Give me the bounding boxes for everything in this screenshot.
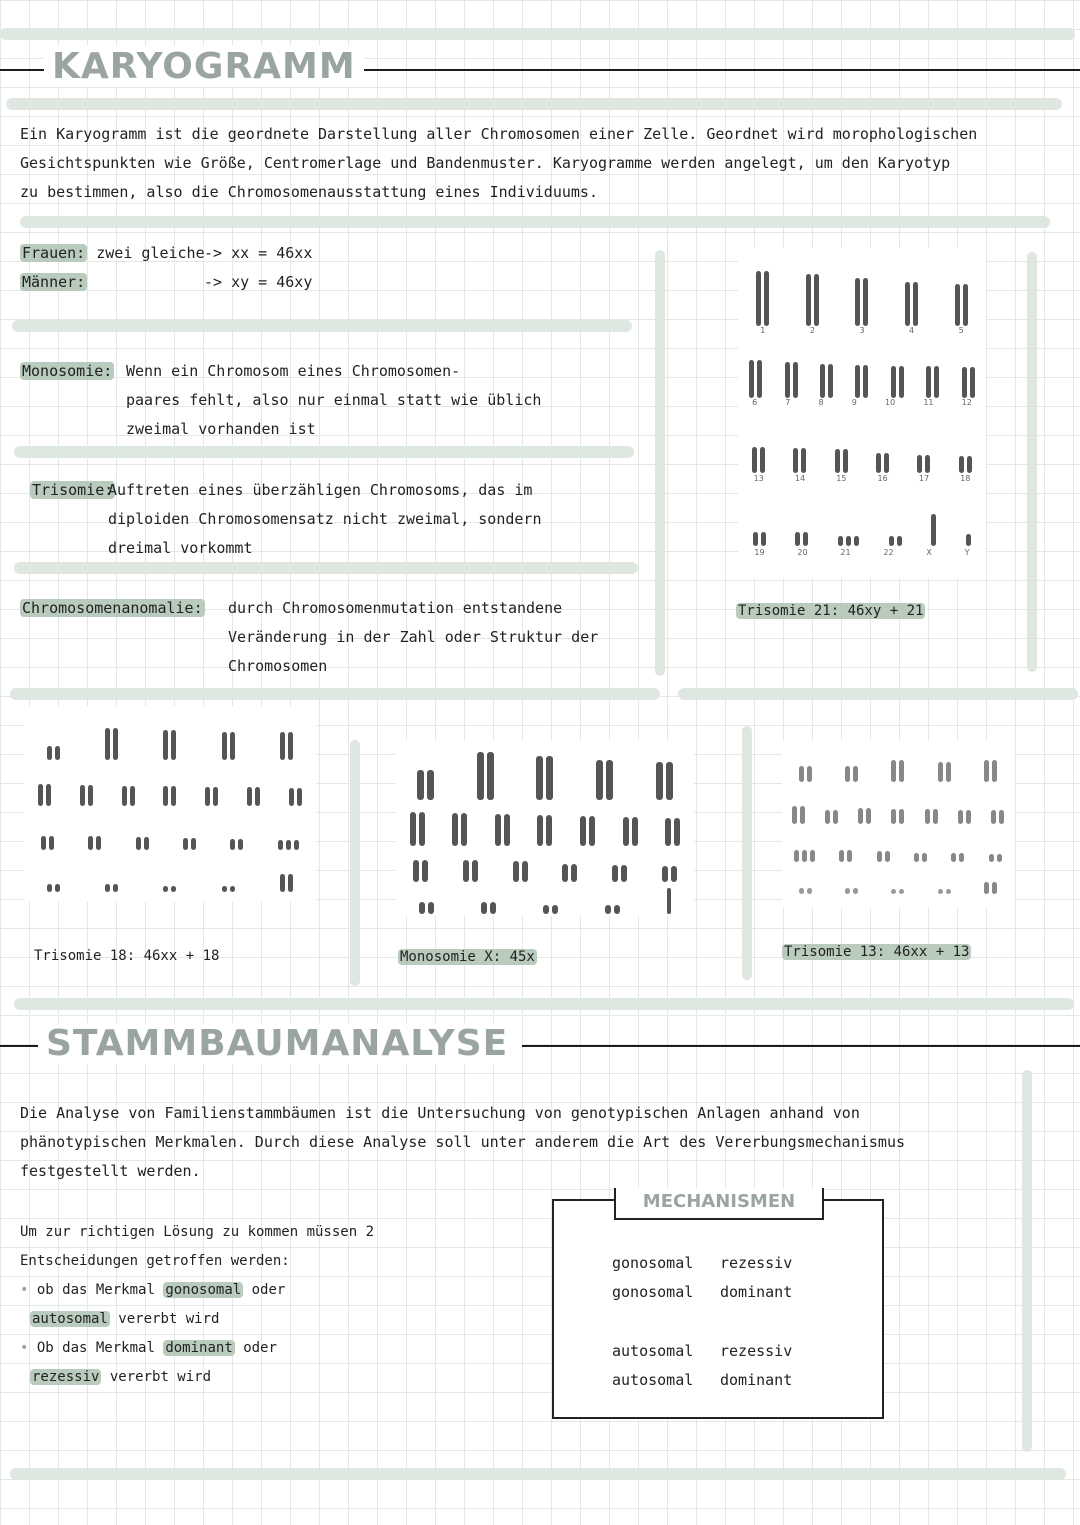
- karyogram-row: [24, 776, 316, 806]
- trisomie-line: diploiden Chromosomensatz nicht zweimal, sondern: [108, 510, 542, 528]
- caption-trisomie-21: [736, 603, 925, 619]
- highlight-rezessiv: rezessiv: [32, 1369, 100, 1385]
- chromosome-number: Y: [964, 548, 970, 557]
- chromosome-number: 2: [809, 326, 815, 335]
- decision-intro: Um zur richtigen Lösung zu kommen müssen 2: [20, 1224, 375, 1240]
- chromosome-number: 16: [877, 474, 888, 483]
- karyogram-row: [24, 824, 316, 850]
- chromosome-pair: [410, 812, 425, 846]
- chromosome-x: [931, 514, 936, 546]
- chromosome-pair: [47, 746, 60, 760]
- bullet-2: • Ob das Merkmal dominant oder: [20, 1340, 277, 1356]
- chromosome-pair: [605, 905, 620, 914]
- bullet-1: • ob das Merkmal gonosomal oder: [20, 1282, 286, 1298]
- karyogram-row: [782, 874, 1014, 894]
- intro-line: Die Analyse von Familienstammbäumen ist die Untersuchung von genotypischen Anlagen anhand von: [20, 1104, 860, 1122]
- karyogram-row: [738, 348, 986, 398]
- karyogram-row: [782, 796, 1014, 824]
- highlight-gonosomal: gonosomal: [165, 1282, 242, 1298]
- chromosome-triple-18: [278, 840, 299, 850]
- chromosome-pair: [38, 784, 51, 806]
- trisomie-term: Trisomie:: [32, 481, 114, 499]
- mech-item: gonosomal: [612, 1254, 694, 1272]
- chromosome-y: [966, 534, 971, 546]
- chromosome-pair: [280, 874, 293, 892]
- chromosome-pair: [163, 886, 176, 892]
- chromosome-pair: [580, 816, 595, 846]
- caption-text: Trisomie 13: 46xx + 13: [784, 944, 970, 960]
- caption-text: Monosomie X: 45x: [400, 949, 535, 965]
- chromosome-pair: [785, 362, 798, 398]
- chromosome-pair: [463, 860, 478, 882]
- caption-trisomie-13: [782, 944, 971, 960]
- bullet-text: Ob das Merkmal: [36, 1340, 155, 1356]
- chromosome-pair: [839, 850, 852, 862]
- trisomie-definition: [108, 476, 541, 563]
- chromosome-pair: [163, 786, 176, 806]
- chromosome-number: 15: [836, 474, 847, 483]
- chromosome-pair: [163, 730, 176, 760]
- chromosome-pair: [955, 284, 968, 326]
- chromosome-pair: [656, 762, 673, 800]
- chromosome-pair: [612, 865, 627, 882]
- chromosome-pair: [855, 365, 868, 398]
- mech-item: rezessiv: [720, 1342, 793, 1360]
- bullet-text: ob das Merkmal: [36, 1282, 155, 1298]
- chromosome-number: 6: [752, 398, 758, 407]
- chromosome-number: 9: [851, 398, 857, 407]
- chromosome-pair: [799, 888, 812, 894]
- chromosome-pair: [665, 818, 680, 846]
- bullet-1-cont: [20, 1305, 440, 1334]
- chromosome-pair: [752, 447, 765, 473]
- chromosome-number: 20: [797, 548, 808, 557]
- chromosome-pair: [452, 813, 467, 846]
- anomalie-line: Chromosomen: [228, 657, 328, 675]
- karyogram-trisomie-21: [738, 248, 986, 578]
- chromosome-pair: [926, 366, 939, 398]
- vertical-bar: [350, 740, 360, 986]
- chromosome-pair: [793, 448, 806, 473]
- intro-line: phänotypischen Merkmalen. Durch diese Analyse soll unter anderem die Art des Vererbungsmechanismus: [20, 1133, 906, 1151]
- chromosome-pair: [562, 864, 577, 882]
- divider-bar: [10, 1468, 1066, 1480]
- chromosome-pair: [222, 732, 235, 760]
- mech-item: rezessiv: [720, 1254, 793, 1272]
- chromosome-pair: [858, 808, 871, 824]
- chromosome-pair: [47, 884, 60, 892]
- chromosome-pair: [105, 884, 118, 892]
- vertical-bar: [1022, 1070, 1032, 1452]
- chromosome-pair: [951, 853, 964, 862]
- anomalie-definition: [228, 594, 598, 681]
- chromosome-number: X: [926, 548, 932, 557]
- chromosome-pair: [247, 787, 260, 806]
- mech-item: gonosomal: [612, 1283, 694, 1301]
- vertical-bar: [1027, 252, 1037, 672]
- karyogram-number-row: [738, 474, 986, 483]
- trisomie-label: [30, 476, 115, 505]
- chromosome-pair: [877, 851, 890, 862]
- karyogram-row: [782, 748, 1014, 782]
- divider-bar: [10, 688, 660, 700]
- chromosome-number: 21: [840, 548, 851, 557]
- chromosome-pair: [991, 810, 1004, 824]
- divider-bar: [14, 562, 638, 574]
- karyogram-row: [738, 506, 986, 546]
- chromosome-number: 4: [909, 326, 915, 335]
- anomalie-label: [20, 594, 205, 623]
- chromosome-pair: [183, 838, 196, 850]
- chromosome-pair: [891, 760, 904, 782]
- chromosome-pair: [662, 866, 677, 882]
- chromosome-pair: [543, 905, 558, 914]
- maenner-formula: -> xy = 46xy: [204, 273, 313, 291]
- intro-line: festgestellt werden.: [20, 1162, 201, 1180]
- mech-item: dominant: [720, 1283, 793, 1301]
- mechanismen-title: MECHANISMEN: [614, 1188, 824, 1220]
- chromosome-pair: [80, 785, 93, 806]
- chromosome-pair: [205, 787, 218, 806]
- bullet-text: oder: [251, 1282, 286, 1298]
- anomalie-line: durch Chromosomenmutation entstandene: [228, 599, 563, 617]
- chromosome-single-x: [667, 888, 671, 914]
- chromosome-pair: [88, 836, 101, 850]
- bullet-text: oder: [243, 1340, 277, 1356]
- monosomie-definition: [126, 357, 541, 444]
- chromosome-pair: [795, 532, 808, 546]
- chromosome-pair: [413, 860, 428, 882]
- divider-bar: [6, 98, 1062, 110]
- karyogram-row: [396, 806, 694, 846]
- highlight-dominant: dominant: [165, 1340, 233, 1356]
- chromosome-number: 8: [818, 398, 824, 407]
- chromosome-pair: [749, 360, 762, 398]
- chromosome-pair: [855, 278, 868, 326]
- chromosome-pair: [230, 839, 243, 850]
- frauen-text: zwei gleiche: [96, 244, 205, 262]
- divider-bar: [14, 446, 634, 458]
- chromosome-number: 18: [960, 474, 971, 483]
- monosomie-label: [20, 357, 114, 386]
- divider-bar: [20, 216, 1050, 228]
- chromosome-pair: [41, 836, 54, 850]
- chromosome-number: 5: [958, 326, 964, 335]
- chromosome-pair: [136, 837, 149, 850]
- frauen-line: [20, 239, 205, 268]
- chromosome-pair: [835, 449, 848, 473]
- chromosome-pair: [477, 752, 494, 800]
- decision-intro: Entscheidungen getroffen werden:: [20, 1253, 290, 1269]
- maenner-line: [20, 268, 87, 297]
- chromosome-pair: [222, 886, 235, 892]
- chromosome-pair: [984, 760, 997, 782]
- trisomie-line: dreimal vorkommt: [108, 539, 253, 557]
- intro-line: zu bestimmen, also die Chromosomenausstattung eines Individuums.: [20, 183, 598, 201]
- maenner-label: Männer:: [22, 273, 86, 291]
- chromosome-pair: [122, 786, 135, 806]
- chromosome-pair: [891, 366, 904, 398]
- highlight-autosomal: autosomal: [32, 1311, 108, 1327]
- karyogram-row: [396, 746, 694, 800]
- chromosome-pair: [419, 902, 434, 914]
- karyogram-row: [738, 256, 986, 326]
- karyogram-number-row: [738, 398, 986, 407]
- chromosome-number: 12: [961, 398, 972, 407]
- chromosome-pair: [756, 271, 769, 326]
- bullet-text: vererbt wird: [109, 1369, 212, 1385]
- karyogram-trisomie-13: [782, 740, 1014, 908]
- section-title-karyogramm: KARYOGRAMM: [44, 46, 364, 87]
- chromosome-number: 17: [918, 474, 930, 483]
- frauen-label: Frauen:: [22, 244, 86, 262]
- chromosome-number: 22: [883, 548, 894, 557]
- trisomie-line: Auftreten eines überzähligen Chromosoms, das im: [108, 481, 533, 499]
- chromosome-pair: [753, 532, 766, 546]
- anomalie-term: Chromosomenanomalie:: [22, 599, 203, 617]
- chromosome-pair: [905, 282, 918, 326]
- chromosome-number: 14: [794, 474, 806, 483]
- chromosome-number: 19: [754, 548, 765, 557]
- chromosome-pair: [959, 456, 972, 473]
- chromosome-pair: [289, 788, 302, 806]
- karyogram-monosomie-x: [396, 740, 694, 916]
- monosomie-line: Wenn ein Chromosom eines Chromosomen-: [126, 362, 461, 380]
- chromosome-number: 7: [785, 398, 791, 407]
- caption-monosomie-x: [398, 949, 537, 965]
- chromosome-pair: [917, 455, 930, 473]
- karyogram-row: [782, 838, 1014, 862]
- chromosome-number: 1: [760, 326, 766, 335]
- chromosome-pair: [792, 806, 805, 824]
- mech-item: autosomal: [612, 1371, 694, 1389]
- chromosome-pair: [925, 809, 938, 824]
- chromosome-pair: [513, 861, 528, 882]
- chromosome-pair: [806, 274, 819, 326]
- divider-bar: [678, 688, 1078, 700]
- divider-bar: [14, 998, 1074, 1010]
- mech-item: dominant: [720, 1371, 793, 1389]
- chromosome-pair: [984, 882, 997, 894]
- chromosome-pair: [596, 760, 613, 800]
- karyogram-trisomie-18: [24, 706, 316, 902]
- divider-bar: [0, 28, 1075, 40]
- chromosome-pair: [891, 809, 904, 824]
- chromosome-pair: [481, 902, 496, 914]
- chromosome-number: 11: [923, 398, 934, 407]
- chromosome-pair: [889, 536, 902, 546]
- karyogram-row: [738, 428, 986, 473]
- chromosome-pair: [938, 762, 951, 782]
- section-title-stammbaumanalyse: STAMMBAUMANALYSE: [38, 1023, 522, 1064]
- chromosome-pair: [962, 367, 975, 398]
- monosomie-term: Monosomie:: [22, 362, 113, 380]
- chromosome-number: 10: [885, 398, 896, 407]
- chromosome-pair: [891, 889, 904, 894]
- chromosome-pair: [914, 853, 927, 862]
- karyogram-row: [396, 852, 694, 882]
- mech-item: autosomal: [612, 1342, 694, 1360]
- monosomie-line: zweimal vorhanden ist: [126, 420, 316, 438]
- caption-text: Trisomie 18: 46xx + 18: [34, 948, 220, 964]
- bullet-2-cont: [20, 1363, 440, 1392]
- caption-text: Trisomie 21: 46xy + 21: [738, 603, 924, 619]
- chromosome-pair: [537, 815, 552, 846]
- divider-bar: [12, 320, 632, 332]
- chromosome-pair: [938, 889, 951, 894]
- decision-block: [20, 1218, 440, 1392]
- karyogramm-intro: [20, 120, 1020, 207]
- chromosome-pair: [495, 814, 510, 846]
- chromosome-pair: [876, 453, 889, 473]
- chromosome-pair: [280, 732, 293, 760]
- chromosome-pair: [989, 854, 1002, 862]
- mechanismen-box: [552, 1199, 884, 1419]
- karyogram-number-row: [738, 326, 986, 335]
- monosomie-line: paares fehlt, also nur einmal statt wie üblich: [126, 391, 542, 409]
- frauen-formula: -> xx = 46xx: [204, 244, 313, 262]
- karyogram-row: [24, 868, 316, 892]
- karyogram-number-row: [738, 548, 986, 557]
- karyogram-row: [396, 886, 694, 914]
- karyogram-row: [24, 716, 316, 760]
- chromosome-triple-21: [838, 536, 859, 546]
- chromosome-pair: [417, 770, 434, 800]
- chromosome-pair: [845, 766, 858, 782]
- anomalie-line: Veränderung in der Zahl oder Struktur der: [228, 628, 599, 646]
- bullet-text: vererbt wird: [118, 1311, 220, 1327]
- vertical-bar: [742, 726, 752, 980]
- chromosome-pair: [799, 766, 812, 782]
- chromosome-number: 13: [753, 474, 764, 483]
- vertical-bar: [655, 250, 665, 676]
- intro-line: Ein Karyogramm ist die geordnete Darstellung aller Chromosomen einer Zelle. Geordnet wird morophologischen: [20, 125, 978, 143]
- chromosome-pair: [105, 728, 118, 760]
- chromosome-pair: [825, 810, 838, 824]
- chromosome-pair: [958, 810, 971, 824]
- chromosome-pair: [820, 364, 833, 398]
- chromosome-pair: [845, 888, 858, 894]
- caption-trisomie-18: [34, 948, 219, 964]
- chromosome-number: 3: [859, 326, 865, 335]
- stammbaum-intro: [20, 1099, 1020, 1186]
- chromosome-pair: [536, 756, 553, 800]
- intro-line: Gesichtspunkten wie Größe, Centromerlage und Bandenmuster. Karyogramme werden angelegt, um den Karyotyp: [20, 154, 951, 172]
- chromosome-triple-13: [794, 850, 815, 862]
- chromosome-pair: [623, 817, 638, 846]
